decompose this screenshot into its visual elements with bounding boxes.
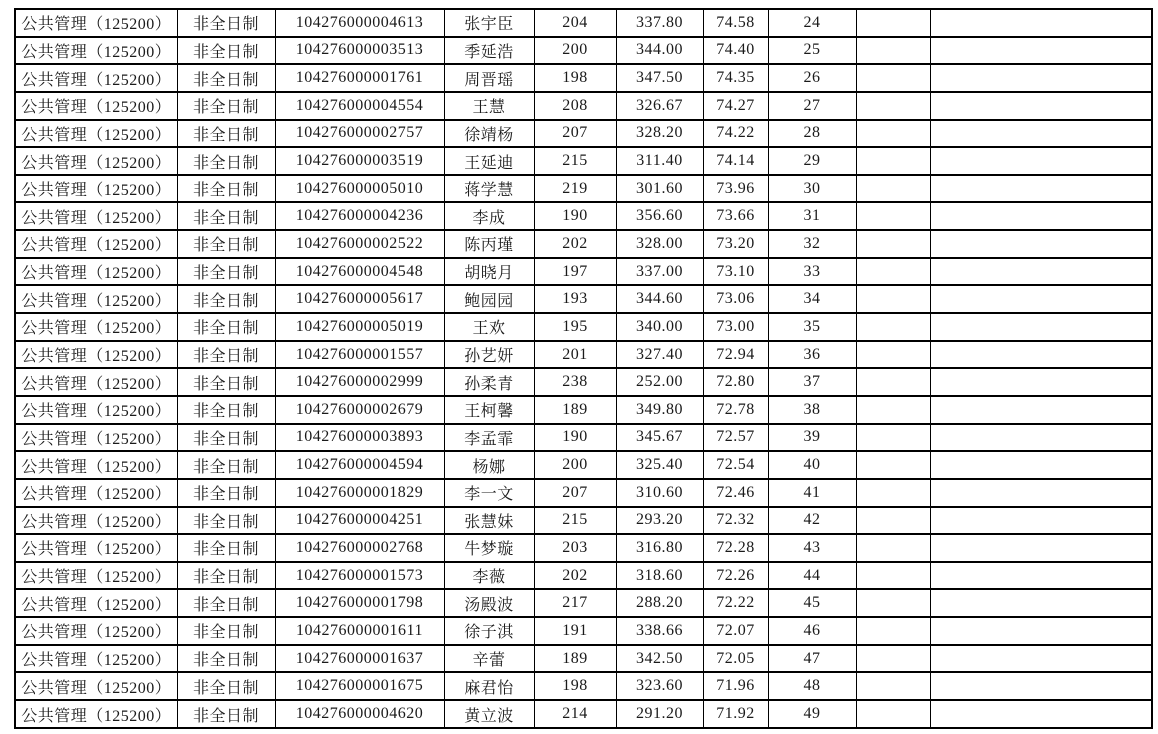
cell-blank-2 (930, 202, 1152, 230)
cell-score-2: 316.80 (616, 534, 703, 562)
cell-rank: 31 (768, 202, 856, 230)
cell-score-2: 288.20 (616, 589, 703, 617)
cell-score-1: 190 (534, 424, 616, 452)
cell-candidate-id: 104276000004251 (275, 507, 444, 535)
cell-program: 公共管理（125200） (15, 202, 177, 230)
cell-rank: 24 (768, 9, 856, 37)
cell-blank-2 (930, 285, 1152, 313)
cell-study-mode: 非全日制 (177, 589, 275, 617)
cell-blank-1 (856, 175, 930, 203)
cell-score-3: 74.35 (703, 64, 768, 92)
cell-score-2: 349.80 (616, 396, 703, 424)
table-row (15, 202, 1152, 230)
cell-score-3: 74.14 (703, 147, 768, 175)
cell-candidate-id: 104276000004548 (275, 258, 444, 286)
cell-score-2: 337.80 (616, 9, 703, 37)
cell-blank-1 (856, 230, 930, 258)
cell-blank-2 (930, 368, 1152, 396)
admission-score-table (14, 8, 1153, 729)
cell-study-mode: 非全日制 (177, 341, 275, 369)
table-row (15, 313, 1152, 341)
cell-rank: 33 (768, 258, 856, 286)
cell-score-2: 327.40 (616, 341, 703, 369)
cell-score-2: 356.60 (616, 202, 703, 230)
cell-candidate-id: 104276000002768 (275, 534, 444, 562)
cell-blank-2 (930, 258, 1152, 286)
cell-candidate-id: 104276000002999 (275, 368, 444, 396)
cell-score-1: 198 (534, 672, 616, 700)
cell-study-mode: 非全日制 (177, 258, 275, 286)
cell-rank: 25 (768, 37, 856, 65)
cell-blank-1 (856, 202, 930, 230)
cell-score-3: 72.54 (703, 451, 768, 479)
cell-blank-2 (930, 424, 1152, 452)
cell-score-1: 214 (534, 700, 616, 728)
cell-name: 徐子淇 (444, 617, 534, 645)
cell-program: 公共管理（125200） (15, 617, 177, 645)
table-row (15, 285, 1152, 313)
cell-rank: 47 (768, 645, 856, 673)
cell-score-1: 189 (534, 396, 616, 424)
score-table-body (15, 9, 1152, 728)
cell-name: 鲍园园 (444, 285, 534, 313)
cell-candidate-id: 104276000003893 (275, 424, 444, 452)
cell-name: 王柯馨 (444, 396, 534, 424)
cell-program: 公共管理（125200） (15, 258, 177, 286)
cell-candidate-id: 104276000002522 (275, 230, 444, 258)
cell-blank-1 (856, 700, 930, 728)
cell-program: 公共管理（125200） (15, 672, 177, 700)
cell-score-2: 311.40 (616, 147, 703, 175)
cell-program: 公共管理（125200） (15, 700, 177, 728)
cell-score-2: 323.60 (616, 672, 703, 700)
cell-candidate-id: 104276000001557 (275, 341, 444, 369)
cell-score-1: 238 (534, 368, 616, 396)
cell-rank: 43 (768, 534, 856, 562)
cell-study-mode: 非全日制 (177, 37, 275, 65)
cell-blank-1 (856, 479, 930, 507)
cell-program: 公共管理（125200） (15, 507, 177, 535)
cell-score-1: 208 (534, 92, 616, 120)
cell-candidate-id: 104276000004594 (275, 451, 444, 479)
cell-study-mode: 非全日制 (177, 368, 275, 396)
cell-candidate-id: 104276000003513 (275, 37, 444, 65)
cell-score-2: 342.50 (616, 645, 703, 673)
cell-score-3: 72.80 (703, 368, 768, 396)
cell-study-mode: 非全日制 (177, 92, 275, 120)
cell-program: 公共管理（125200） (15, 451, 177, 479)
cell-program: 公共管理（125200） (15, 230, 177, 258)
cell-rank: 46 (768, 617, 856, 645)
cell-blank-1 (856, 396, 930, 424)
cell-study-mode: 非全日制 (177, 396, 275, 424)
cell-program: 公共管理（125200） (15, 424, 177, 452)
cell-blank-1 (856, 562, 930, 590)
cell-score-2: 310.60 (616, 479, 703, 507)
table-row (15, 645, 1152, 673)
table-row (15, 9, 1152, 37)
cell-program: 公共管理（125200） (15, 645, 177, 673)
cell-study-mode: 非全日制 (177, 645, 275, 673)
cell-rank: 39 (768, 424, 856, 452)
cell-blank-2 (930, 396, 1152, 424)
cell-candidate-id: 104276000001573 (275, 562, 444, 590)
cell-name: 李成 (444, 202, 534, 230)
table-row (15, 230, 1152, 258)
cell-blank-1 (856, 313, 930, 341)
cell-score-1: 198 (534, 64, 616, 92)
cell-program: 公共管理（125200） (15, 589, 177, 617)
cell-score-3: 74.58 (703, 9, 768, 37)
cell-score-1: 219 (534, 175, 616, 203)
table-row (15, 700, 1152, 728)
cell-score-1: 191 (534, 617, 616, 645)
cell-blank-1 (856, 92, 930, 120)
cell-name: 周晋瑶 (444, 64, 534, 92)
cell-blank-2 (930, 37, 1152, 65)
cell-score-1: 207 (534, 120, 616, 148)
cell-blank-2 (930, 175, 1152, 203)
cell-study-mode: 非全日制 (177, 424, 275, 452)
cell-name: 李薇 (444, 562, 534, 590)
cell-study-mode: 非全日制 (177, 64, 275, 92)
cell-rank: 30 (768, 175, 856, 203)
cell-rank: 29 (768, 147, 856, 175)
cell-program: 公共管理（125200） (15, 341, 177, 369)
document-page (14, 8, 1153, 729)
cell-blank-2 (930, 313, 1152, 341)
cell-blank-2 (930, 617, 1152, 645)
cell-score-3: 72.07 (703, 617, 768, 645)
cell-rank: 38 (768, 396, 856, 424)
cell-study-mode: 非全日制 (177, 534, 275, 562)
cell-rank: 41 (768, 479, 856, 507)
cell-program: 公共管理（125200） (15, 92, 177, 120)
cell-program: 公共管理（125200） (15, 9, 177, 37)
cell-score-2: 291.20 (616, 700, 703, 728)
table-row (15, 672, 1152, 700)
cell-blank-2 (930, 479, 1152, 507)
cell-blank-2 (930, 700, 1152, 728)
cell-study-mode: 非全日制 (177, 9, 275, 37)
cell-name: 王欢 (444, 313, 534, 341)
cell-blank-1 (856, 507, 930, 535)
cell-blank-2 (930, 534, 1152, 562)
cell-rank: 27 (768, 92, 856, 120)
cell-name: 王慧 (444, 92, 534, 120)
cell-score-2: 347.50 (616, 64, 703, 92)
cell-blank-2 (930, 147, 1152, 175)
cell-score-2: 325.40 (616, 451, 703, 479)
cell-name: 蒋学慧 (444, 175, 534, 203)
cell-score-2: 338.66 (616, 617, 703, 645)
cell-score-1: 207 (534, 479, 616, 507)
cell-blank-1 (856, 424, 930, 452)
cell-program: 公共管理（125200） (15, 285, 177, 313)
cell-score-3: 72.78 (703, 396, 768, 424)
cell-candidate-id: 104276000005019 (275, 313, 444, 341)
cell-score-1: 193 (534, 285, 616, 313)
cell-blank-1 (856, 645, 930, 673)
cell-rank: 49 (768, 700, 856, 728)
cell-candidate-id: 104276000001637 (275, 645, 444, 673)
cell-blank-2 (930, 672, 1152, 700)
cell-rank: 32 (768, 230, 856, 258)
cell-study-mode: 非全日制 (177, 285, 275, 313)
cell-blank-2 (930, 507, 1152, 535)
cell-name: 杨娜 (444, 451, 534, 479)
cell-rank: 35 (768, 313, 856, 341)
cell-score-1: 189 (534, 645, 616, 673)
table-row (15, 147, 1152, 175)
cell-blank-1 (856, 9, 930, 37)
cell-study-mode: 非全日制 (177, 313, 275, 341)
cell-blank-2 (930, 562, 1152, 590)
cell-candidate-id: 104276000001761 (275, 64, 444, 92)
cell-candidate-id: 104276000002679 (275, 396, 444, 424)
cell-candidate-id: 104276000005617 (275, 285, 444, 313)
cell-score-2: 293.20 (616, 507, 703, 535)
cell-program: 公共管理（125200） (15, 562, 177, 590)
cell-score-1: 197 (534, 258, 616, 286)
cell-score-3: 72.05 (703, 645, 768, 673)
cell-blank-2 (930, 92, 1152, 120)
cell-score-3: 73.96 (703, 175, 768, 203)
cell-name: 李一文 (444, 479, 534, 507)
cell-score-2: 318.60 (616, 562, 703, 590)
cell-score-3: 73.06 (703, 285, 768, 313)
cell-study-mode: 非全日制 (177, 120, 275, 148)
cell-score-1: 215 (534, 507, 616, 535)
table-row (15, 562, 1152, 590)
cell-score-1: 202 (534, 562, 616, 590)
cell-blank-1 (856, 120, 930, 148)
table-row (15, 451, 1152, 479)
cell-score-3: 71.96 (703, 672, 768, 700)
cell-blank-1 (856, 147, 930, 175)
cell-blank-2 (930, 120, 1152, 148)
cell-blank-2 (930, 645, 1152, 673)
cell-blank-1 (856, 589, 930, 617)
cell-rank: 28 (768, 120, 856, 148)
cell-name: 陈丙瑾 (444, 230, 534, 258)
cell-program: 公共管理（125200） (15, 534, 177, 562)
cell-candidate-id: 104276000001798 (275, 589, 444, 617)
cell-blank-1 (856, 285, 930, 313)
cell-score-3: 74.27 (703, 92, 768, 120)
cell-score-3: 73.00 (703, 313, 768, 341)
cell-program: 公共管理（125200） (15, 313, 177, 341)
cell-score-3: 73.10 (703, 258, 768, 286)
cell-name: 徐靖杨 (444, 120, 534, 148)
cell-candidate-id: 104276000004236 (275, 202, 444, 230)
cell-program: 公共管理（125200） (15, 147, 177, 175)
cell-program: 公共管理（125200） (15, 175, 177, 203)
cell-name: 孙艺妍 (444, 341, 534, 369)
cell-name: 汤殿波 (444, 589, 534, 617)
cell-study-mode: 非全日制 (177, 617, 275, 645)
table-row (15, 92, 1152, 120)
cell-candidate-id: 104276000001675 (275, 672, 444, 700)
cell-rank: 42 (768, 507, 856, 535)
cell-name: 牛梦璇 (444, 534, 534, 562)
cell-score-2: 337.00 (616, 258, 703, 286)
table-row (15, 479, 1152, 507)
cell-score-3: 72.46 (703, 479, 768, 507)
cell-blank-2 (930, 230, 1152, 258)
table-row (15, 368, 1152, 396)
cell-name: 张宇臣 (444, 9, 534, 37)
cell-score-2: 252.00 (616, 368, 703, 396)
cell-candidate-id: 104276000005010 (275, 175, 444, 203)
cell-score-3: 72.57 (703, 424, 768, 452)
cell-blank-2 (930, 451, 1152, 479)
cell-score-3: 72.28 (703, 534, 768, 562)
cell-blank-2 (930, 341, 1152, 369)
cell-name: 麻君怡 (444, 672, 534, 700)
cell-rank: 34 (768, 285, 856, 313)
cell-score-1: 203 (534, 534, 616, 562)
cell-blank-1 (856, 64, 930, 92)
cell-score-3: 74.22 (703, 120, 768, 148)
cell-score-2: 326.67 (616, 92, 703, 120)
cell-score-3: 71.92 (703, 700, 768, 728)
cell-program: 公共管理（125200） (15, 368, 177, 396)
cell-study-mode: 非全日制 (177, 230, 275, 258)
cell-study-mode: 非全日制 (177, 451, 275, 479)
cell-score-2: 344.60 (616, 285, 703, 313)
cell-name: 王延迪 (444, 147, 534, 175)
cell-candidate-id: 104276000004613 (275, 9, 444, 37)
cell-score-1: 201 (534, 341, 616, 369)
cell-name: 胡晓月 (444, 258, 534, 286)
cell-blank-1 (856, 617, 930, 645)
cell-program: 公共管理（125200） (15, 64, 177, 92)
table-row (15, 534, 1152, 562)
cell-score-3: 73.66 (703, 202, 768, 230)
cell-score-1: 215 (534, 147, 616, 175)
cell-score-1: 204 (534, 9, 616, 37)
cell-score-1: 190 (534, 202, 616, 230)
cell-rank: 37 (768, 368, 856, 396)
cell-program: 公共管理（125200） (15, 37, 177, 65)
cell-score-2: 344.00 (616, 37, 703, 65)
table-row (15, 37, 1152, 65)
cell-score-1: 202 (534, 230, 616, 258)
cell-blank-1 (856, 258, 930, 286)
cell-name: 黄立波 (444, 700, 534, 728)
cell-score-2: 328.20 (616, 120, 703, 148)
table-row (15, 341, 1152, 369)
cell-score-2: 301.60 (616, 175, 703, 203)
cell-program: 公共管理（125200） (15, 120, 177, 148)
cell-candidate-id: 104276000004554 (275, 92, 444, 120)
cell-candidate-id: 104276000003519 (275, 147, 444, 175)
cell-candidate-id: 104276000001829 (275, 479, 444, 507)
cell-blank-1 (856, 451, 930, 479)
cell-name: 季延浩 (444, 37, 534, 65)
cell-program: 公共管理（125200） (15, 479, 177, 507)
cell-study-mode: 非全日制 (177, 672, 275, 700)
cell-score-3: 72.94 (703, 341, 768, 369)
cell-rank: 26 (768, 64, 856, 92)
table-row (15, 424, 1152, 452)
table-row (15, 589, 1152, 617)
cell-name: 辛蕾 (444, 645, 534, 673)
cell-name: 张慧妹 (444, 507, 534, 535)
cell-rank: 36 (768, 341, 856, 369)
cell-score-1: 200 (534, 37, 616, 65)
cell-rank: 44 (768, 562, 856, 590)
cell-score-3: 72.22 (703, 589, 768, 617)
cell-score-1: 217 (534, 589, 616, 617)
cell-name: 孙柔青 (444, 368, 534, 396)
cell-study-mode: 非全日制 (177, 147, 275, 175)
cell-study-mode: 非全日制 (177, 507, 275, 535)
cell-blank-1 (856, 368, 930, 396)
cell-score-2: 328.00 (616, 230, 703, 258)
cell-candidate-id: 104276000002757 (275, 120, 444, 148)
cell-candidate-id: 104276000001611 (275, 617, 444, 645)
cell-score-3: 72.32 (703, 507, 768, 535)
cell-blank-2 (930, 9, 1152, 37)
cell-rank: 40 (768, 451, 856, 479)
cell-study-mode: 非全日制 (177, 700, 275, 728)
cell-study-mode: 非全日制 (177, 202, 275, 230)
table-row (15, 258, 1152, 286)
cell-name: 李孟霏 (444, 424, 534, 452)
cell-blank-1 (856, 534, 930, 562)
cell-blank-2 (930, 64, 1152, 92)
cell-score-3: 72.26 (703, 562, 768, 590)
table-row (15, 120, 1152, 148)
table-row (15, 64, 1152, 92)
cell-score-1: 200 (534, 451, 616, 479)
cell-program: 公共管理（125200） (15, 396, 177, 424)
cell-study-mode: 非全日制 (177, 562, 275, 590)
cell-blank-1 (856, 672, 930, 700)
cell-blank-2 (930, 589, 1152, 617)
cell-candidate-id: 104276000004620 (275, 700, 444, 728)
table-row (15, 617, 1152, 645)
cell-score-3: 73.20 (703, 230, 768, 258)
table-row (15, 175, 1152, 203)
cell-score-2: 340.00 (616, 313, 703, 341)
cell-study-mode: 非全日制 (177, 175, 275, 203)
cell-rank: 48 (768, 672, 856, 700)
cell-rank: 45 (768, 589, 856, 617)
cell-score-3: 74.40 (703, 37, 768, 65)
cell-blank-1 (856, 341, 930, 369)
cell-score-2: 345.67 (616, 424, 703, 452)
cell-score-1: 195 (534, 313, 616, 341)
table-row (15, 507, 1152, 535)
cell-study-mode: 非全日制 (177, 479, 275, 507)
table-row (15, 396, 1152, 424)
cell-blank-1 (856, 37, 930, 65)
